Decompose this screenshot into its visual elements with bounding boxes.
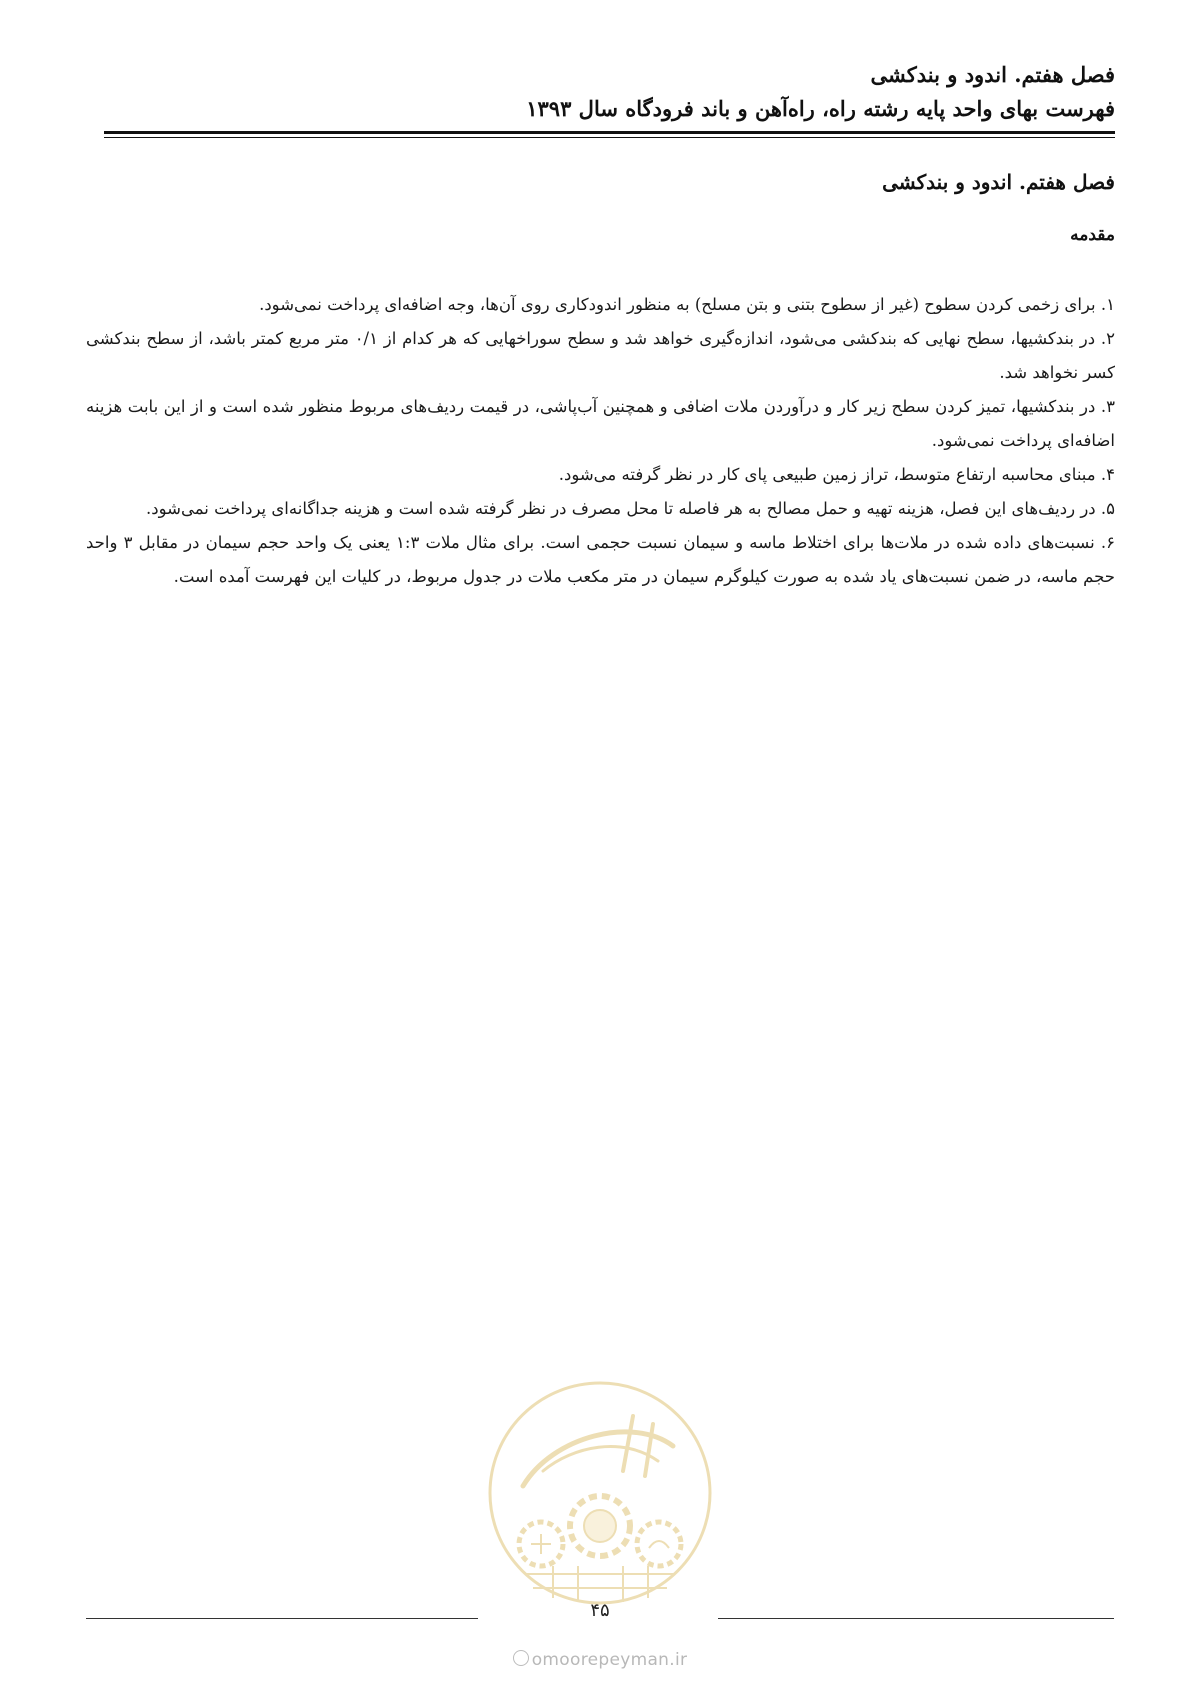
header-rule-thin (104, 137, 1115, 138)
paragraph-2: ۲. در بندکشیها، سطح نهایی که بندکشی می‌شود، اندازه‌گیری خواهد شد و سطح سوراخهایی که هر کدام از ۰/۱ متر مربع کمتر باشد، از سطح بندکشی کسر نخواهد شد. (86, 329, 1115, 382)
header-chapter-title: فصل هفتم. اندود و بندکشی (870, 62, 1115, 87)
section-title: فصل هفتم. اندود و بندکشی (882, 170, 1115, 194)
watermark-logo (483, 1376, 717, 1610)
footer-rule-right (718, 1618, 1114, 1619)
header-rule-thick (104, 131, 1115, 134)
watermark-url-text: omoorepeyman.ir (531, 1650, 688, 1670)
watermark-url (490, 1650, 710, 1670)
running-header (104, 58, 1115, 126)
paragraph-5: ۵. در ردیف‌های این فصل، هزینه تهیه و حمل مصالح به هر فاصله تا محل مصرف در نظر گرفته شده است و هزینه جداگانه‌ای پرداخت نمی‌شود. (146, 499, 1115, 518)
page-number: ۴۵ (590, 1600, 610, 1621)
globe-icon (513, 1650, 529, 1666)
intro-paragraphs (86, 288, 1115, 594)
paragraph-6: ۶. نسبت‌های داده شده در ملات‌ها برای اختلاط ماسه و سیمان نسبت حجمی است. برای مثال ملات ۱:۳ یعنی یک واحد حجم سیمان در مقابل ۳ واحد حجم ماسه، در ضمن نسبت‌های یاد شده به صورت کیلوگرم سیمان در متر مکعب ملات در جدول مربوط، در کلیات این فهرست آمده است. (86, 533, 1115, 586)
header-document-title: فهرست بهای واحد پایه رشته راه، راه‌آهن و باند فرودگاه سال ۱۳۹۳ (526, 96, 1115, 121)
paragraph-4: ۴. مبنای محاسبه ارتفاع متوسط، تراز زمین طبیعی پای کار در نظر گرفته می‌شود. (558, 465, 1115, 484)
intro-heading: مقدمه (1070, 225, 1115, 245)
paragraph-1: ۱. برای زخمی کردن سطوح (غیر از سطوح بتنی و بتن مسلح) به منظور اندودکاری روی آن‌ها، وجه اضافه‌ای پرداخت نمی‌شود. (259, 295, 1115, 314)
footer-rule-left (86, 1618, 478, 1619)
paragraph-3: ۳. در بندکشیها، تمیز کردن سطح زیر کار و درآوردن ملات اضافی و همچنین آب‌پاشی، در قیمت ردیف‌های مربوط منظور شده است و از این بابت هزینه اضافه‌ای پرداخت نمی‌شود. (86, 397, 1115, 450)
